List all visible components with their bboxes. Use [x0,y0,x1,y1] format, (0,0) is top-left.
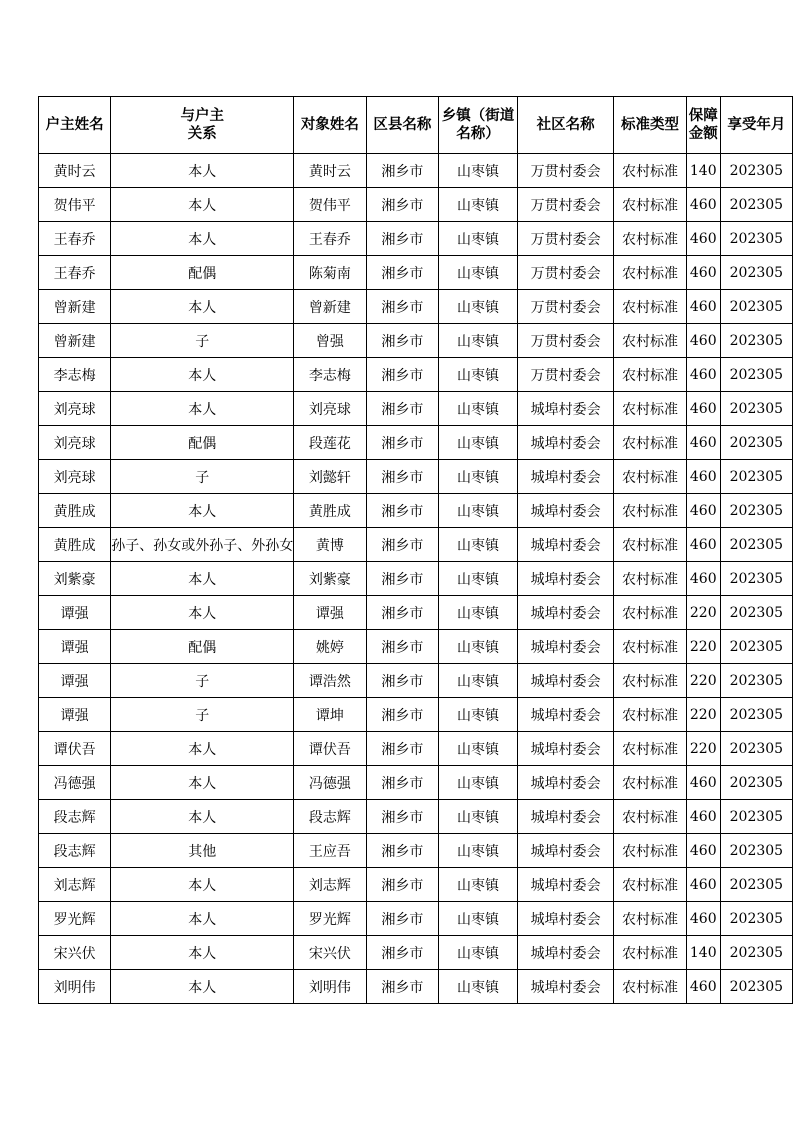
table-row [39,698,793,732]
cell-recipient-name: 段志辉 [294,800,366,834]
cell-period: 202305 [720,290,792,324]
cell-relation: 本人 [111,392,294,426]
cell-community: 城埠村委会 [517,970,613,1004]
cell-standard-type: 农村标准 [614,698,686,732]
table-row [39,970,793,1004]
cell-county: 湘乡市 [366,868,439,902]
cell-county: 湘乡市 [366,256,439,290]
cell-amount: 460 [686,800,720,834]
cell-household-head: 黄时云 [39,154,111,188]
table-row [39,358,793,392]
cell-household-head: 谭强 [39,698,111,732]
header-county: 区县名称 [366,97,439,154]
cell-standard-type: 农村标准 [614,154,686,188]
cell-community: 城埠村委会 [517,936,613,970]
cell-community: 城埠村委会 [517,800,613,834]
cell-amount: 140 [686,154,720,188]
cell-relation: 本人 [111,800,294,834]
cell-township: 山枣镇 [439,528,518,562]
cell-recipient-name: 刘明伟 [294,970,366,1004]
cell-recipient-name: 黄博 [294,528,366,562]
cell-community: 城埠村委会 [517,494,613,528]
cell-amount: 460 [686,902,720,936]
cell-county: 湘乡市 [366,732,439,766]
cell-county: 湘乡市 [366,766,439,800]
cell-period: 202305 [720,630,792,664]
table-row [39,392,793,426]
cell-period: 202305 [720,426,792,460]
cell-township: 山枣镇 [439,800,518,834]
cell-household-head: 曾新建 [39,290,111,324]
cell-township: 山枣镇 [439,222,518,256]
table-row [39,188,793,222]
cell-community: 城埠村委会 [517,766,613,800]
cell-county: 湘乡市 [366,494,439,528]
cell-standard-type: 农村标准 [614,222,686,256]
cell-recipient-name: 陈菊南 [294,256,366,290]
cell-standard-type: 农村标准 [614,766,686,800]
cell-standard-type: 农村标准 [614,494,686,528]
header-amount: 保障金额 [686,97,720,154]
cell-household-head: 王春乔 [39,256,111,290]
cell-county: 湘乡市 [366,324,439,358]
cell-community: 万贯村委会 [517,358,613,392]
header-relation: 与户主关系 [111,97,294,154]
cell-relation: 本人 [111,290,294,324]
cell-community: 万贯村委会 [517,256,613,290]
cell-amount: 460 [686,460,720,494]
cell-county: 湘乡市 [366,902,439,936]
header-period: 享受年月 [720,97,792,154]
cell-recipient-name: 刘亮球 [294,392,366,426]
table-row [39,528,793,562]
cell-period: 202305 [720,766,792,800]
cell-standard-type: 农村标准 [614,188,686,222]
cell-period: 202305 [720,868,792,902]
cell-recipient-name: 贺伟平 [294,188,366,222]
table-row [39,800,793,834]
table-row [39,630,793,664]
cell-period: 202305 [720,596,792,630]
cell-relation: 本人 [111,868,294,902]
cell-community: 万贯村委会 [517,222,613,256]
table-row [39,766,793,800]
cell-amount: 220 [686,630,720,664]
cell-amount: 220 [686,732,720,766]
cell-standard-type: 农村标准 [614,970,686,1004]
cell-household-head: 刘亮球 [39,392,111,426]
cell-community: 城埠村委会 [517,868,613,902]
cell-standard-type: 农村标准 [614,256,686,290]
cell-township: 山枣镇 [439,902,518,936]
cell-period: 202305 [720,154,792,188]
cell-township: 山枣镇 [439,936,518,970]
cell-township: 山枣镇 [439,970,518,1004]
cell-township: 山枣镇 [439,562,518,596]
cell-recipient-name: 谭强 [294,596,366,630]
cell-standard-type: 农村标准 [614,460,686,494]
cell-township: 山枣镇 [439,834,518,868]
cell-relation: 孙子、孙女或外孙子、外孙女 [111,528,294,562]
cell-recipient-name: 段莲花 [294,426,366,460]
cell-township: 山枣镇 [439,630,518,664]
cell-amount: 220 [686,596,720,630]
cell-county: 湘乡市 [366,290,439,324]
cell-standard-type: 农村标准 [614,936,686,970]
cell-community: 城埠村委会 [517,902,613,936]
cell-township: 山枣镇 [439,766,518,800]
cell-community: 城埠村委会 [517,732,613,766]
cell-county: 湘乡市 [366,698,439,732]
cell-amount: 460 [686,188,720,222]
cell-township: 山枣镇 [439,596,518,630]
cell-household-head: 刘亮球 [39,426,111,460]
cell-relation: 本人 [111,494,294,528]
cell-period: 202305 [720,392,792,426]
table-row [39,494,793,528]
cell-household-head: 贺伟平 [39,188,111,222]
cell-standard-type: 农村标准 [614,868,686,902]
cell-amount: 460 [686,834,720,868]
cell-recipient-name: 刘紫豪 [294,562,366,596]
table-row [39,256,793,290]
cell-amount: 460 [686,358,720,392]
cell-recipient-name: 曾强 [294,324,366,358]
cell-county: 湘乡市 [366,426,439,460]
table-row [39,562,793,596]
cell-community: 城埠村委会 [517,528,613,562]
cell-standard-type: 农村标准 [614,630,686,664]
table-row [39,222,793,256]
cell-township: 山枣镇 [439,290,518,324]
header-standard-type: 标准类型 [614,97,686,154]
cell-period: 202305 [720,902,792,936]
table-row [39,664,793,698]
cell-standard-type: 农村标准 [614,392,686,426]
cell-county: 湘乡市 [366,596,439,630]
cell-period: 202305 [720,970,792,1004]
table-row [39,834,793,868]
cell-relation: 本人 [111,766,294,800]
cell-relation: 本人 [111,358,294,392]
header-township: 乡镇（街道名称） [439,97,518,154]
cell-relation: 本人 [111,970,294,1004]
cell-household-head: 谭强 [39,664,111,698]
cell-relation: 本人 [111,562,294,596]
cell-community: 万贯村委会 [517,290,613,324]
cell-recipient-name: 谭伏吾 [294,732,366,766]
cell-amount: 460 [686,528,720,562]
cell-household-head: 刘明伟 [39,970,111,1004]
cell-recipient-name: 刘懿轩 [294,460,366,494]
table-row [39,426,793,460]
cell-household-head: 曾新建 [39,324,111,358]
cell-township: 山枣镇 [439,664,518,698]
cell-township: 山枣镇 [439,426,518,460]
cell-standard-type: 农村标准 [614,562,686,596]
cell-community: 城埠村委会 [517,562,613,596]
cell-county: 湘乡市 [366,970,439,1004]
cell-relation: 子 [111,324,294,358]
table-row [39,154,793,188]
cell-standard-type: 农村标准 [614,834,686,868]
cell-household-head: 黄胜成 [39,528,111,562]
header-recipient-name: 对象姓名 [294,97,366,154]
cell-relation: 本人 [111,902,294,936]
cell-standard-type: 农村标准 [614,596,686,630]
cell-amount: 460 [686,222,720,256]
cell-standard-type: 农村标准 [614,528,686,562]
cell-period: 202305 [720,562,792,596]
cell-relation: 本人 [111,188,294,222]
table-row [39,902,793,936]
cell-recipient-name: 谭坤 [294,698,366,732]
cell-household-head: 段志辉 [39,800,111,834]
cell-period: 202305 [720,324,792,358]
cell-standard-type: 农村标准 [614,324,686,358]
cell-period: 202305 [720,460,792,494]
cell-amount: 140 [686,936,720,970]
cell-community: 城埠村委会 [517,664,613,698]
cell-amount: 460 [686,562,720,596]
cell-household-head: 刘志辉 [39,868,111,902]
table-body [39,154,793,1004]
cell-recipient-name: 黄胜成 [294,494,366,528]
cell-period: 202305 [720,664,792,698]
cell-period: 202305 [720,222,792,256]
table-row [39,596,793,630]
cell-relation: 本人 [111,732,294,766]
cell-household-head: 谭强 [39,596,111,630]
cell-community: 城埠村委会 [517,698,613,732]
cell-household-head: 宋兴伏 [39,936,111,970]
cell-county: 湘乡市 [366,358,439,392]
cell-township: 山枣镇 [439,256,518,290]
cell-township: 山枣镇 [439,154,518,188]
cell-household-head: 刘亮球 [39,460,111,494]
cell-standard-type: 农村标准 [614,732,686,766]
cell-county: 湘乡市 [366,834,439,868]
cell-amount: 460 [686,392,720,426]
cell-community: 万贯村委会 [517,188,613,222]
cell-household-head: 谭强 [39,630,111,664]
cell-amount: 460 [686,970,720,1004]
cell-recipient-name: 谭浩然 [294,664,366,698]
cell-period: 202305 [720,936,792,970]
cell-community: 城埠村委会 [517,392,613,426]
cell-relation: 配偶 [111,630,294,664]
cell-household-head: 罗光辉 [39,902,111,936]
cell-county: 湘乡市 [366,800,439,834]
cell-township: 山枣镇 [439,494,518,528]
cell-county: 湘乡市 [366,630,439,664]
cell-community: 城埠村委会 [517,596,613,630]
cell-amount: 460 [686,426,720,460]
cell-relation: 子 [111,460,294,494]
cell-recipient-name: 罗光辉 [294,902,366,936]
cell-amount: 460 [686,868,720,902]
cell-relation: 子 [111,698,294,732]
cell-amount: 460 [686,256,720,290]
cell-period: 202305 [720,834,792,868]
header-household-head: 户主姓名 [39,97,111,154]
cell-township: 山枣镇 [439,732,518,766]
cell-recipient-name: 冯德强 [294,766,366,800]
cell-household-head: 刘紫豪 [39,562,111,596]
cell-relation: 本人 [111,936,294,970]
table-row [39,868,793,902]
cell-recipient-name: 曾新建 [294,290,366,324]
cell-household-head: 冯德强 [39,766,111,800]
table-row [39,290,793,324]
cell-township: 山枣镇 [439,324,518,358]
cell-relation: 其他 [111,834,294,868]
cell-township: 山枣镇 [439,460,518,494]
cell-standard-type: 农村标准 [614,290,686,324]
cell-county: 湘乡市 [366,936,439,970]
cell-county: 湘乡市 [366,392,439,426]
cell-period: 202305 [720,528,792,562]
cell-household-head: 王春乔 [39,222,111,256]
cell-relation: 配偶 [111,256,294,290]
header-row [39,97,793,154]
cell-period: 202305 [720,256,792,290]
cell-amount: 460 [686,766,720,800]
cell-county: 湘乡市 [366,154,439,188]
cell-recipient-name: 刘志辉 [294,868,366,902]
cell-relation: 本人 [111,596,294,630]
cell-recipient-name: 宋兴伏 [294,936,366,970]
subsidy-table [38,96,793,1004]
cell-amount: 460 [686,324,720,358]
cell-community: 城埠村委会 [517,460,613,494]
cell-period: 202305 [720,800,792,834]
cell-township: 山枣镇 [439,698,518,732]
cell-county: 湘乡市 [366,460,439,494]
cell-amount: 220 [686,698,720,732]
cell-township: 山枣镇 [439,868,518,902]
cell-period: 202305 [720,732,792,766]
cell-recipient-name: 李志梅 [294,358,366,392]
cell-relation: 子 [111,664,294,698]
header-community: 社区名称 [517,97,613,154]
cell-period: 202305 [720,358,792,392]
cell-community: 城埠村委会 [517,426,613,460]
cell-recipient-name: 黄时云 [294,154,366,188]
cell-community: 万贯村委会 [517,154,613,188]
table-row [39,936,793,970]
cell-county: 湘乡市 [366,664,439,698]
cell-county: 湘乡市 [366,188,439,222]
table-row [39,324,793,358]
cell-relation: 本人 [111,222,294,256]
cell-recipient-name: 姚婷 [294,630,366,664]
cell-township: 山枣镇 [439,392,518,426]
cell-standard-type: 农村标准 [614,358,686,392]
cell-community: 万贯村委会 [517,324,613,358]
cell-amount: 460 [686,290,720,324]
cell-township: 山枣镇 [439,188,518,222]
cell-community: 城埠村委会 [517,834,613,868]
cell-community: 城埠村委会 [517,630,613,664]
cell-standard-type: 农村标准 [614,902,686,936]
cell-period: 202305 [720,188,792,222]
cell-recipient-name: 王应吾 [294,834,366,868]
cell-recipient-name: 王春乔 [294,222,366,256]
cell-county: 湘乡市 [366,528,439,562]
cell-amount: 460 [686,494,720,528]
cell-household-head: 黄胜成 [39,494,111,528]
cell-household-head: 谭伏吾 [39,732,111,766]
cell-relation: 本人 [111,154,294,188]
cell-standard-type: 农村标准 [614,664,686,698]
cell-household-head: 段志辉 [39,834,111,868]
cell-standard-type: 农村标准 [614,800,686,834]
cell-amount: 220 [686,664,720,698]
cell-period: 202305 [720,698,792,732]
table-row [39,732,793,766]
cell-period: 202305 [720,494,792,528]
cell-standard-type: 农村标准 [614,426,686,460]
cell-township: 山枣镇 [439,358,518,392]
cell-household-head: 李志梅 [39,358,111,392]
cell-county: 湘乡市 [366,222,439,256]
table-row [39,460,793,494]
cell-relation: 配偶 [111,426,294,460]
cell-county: 湘乡市 [366,562,439,596]
